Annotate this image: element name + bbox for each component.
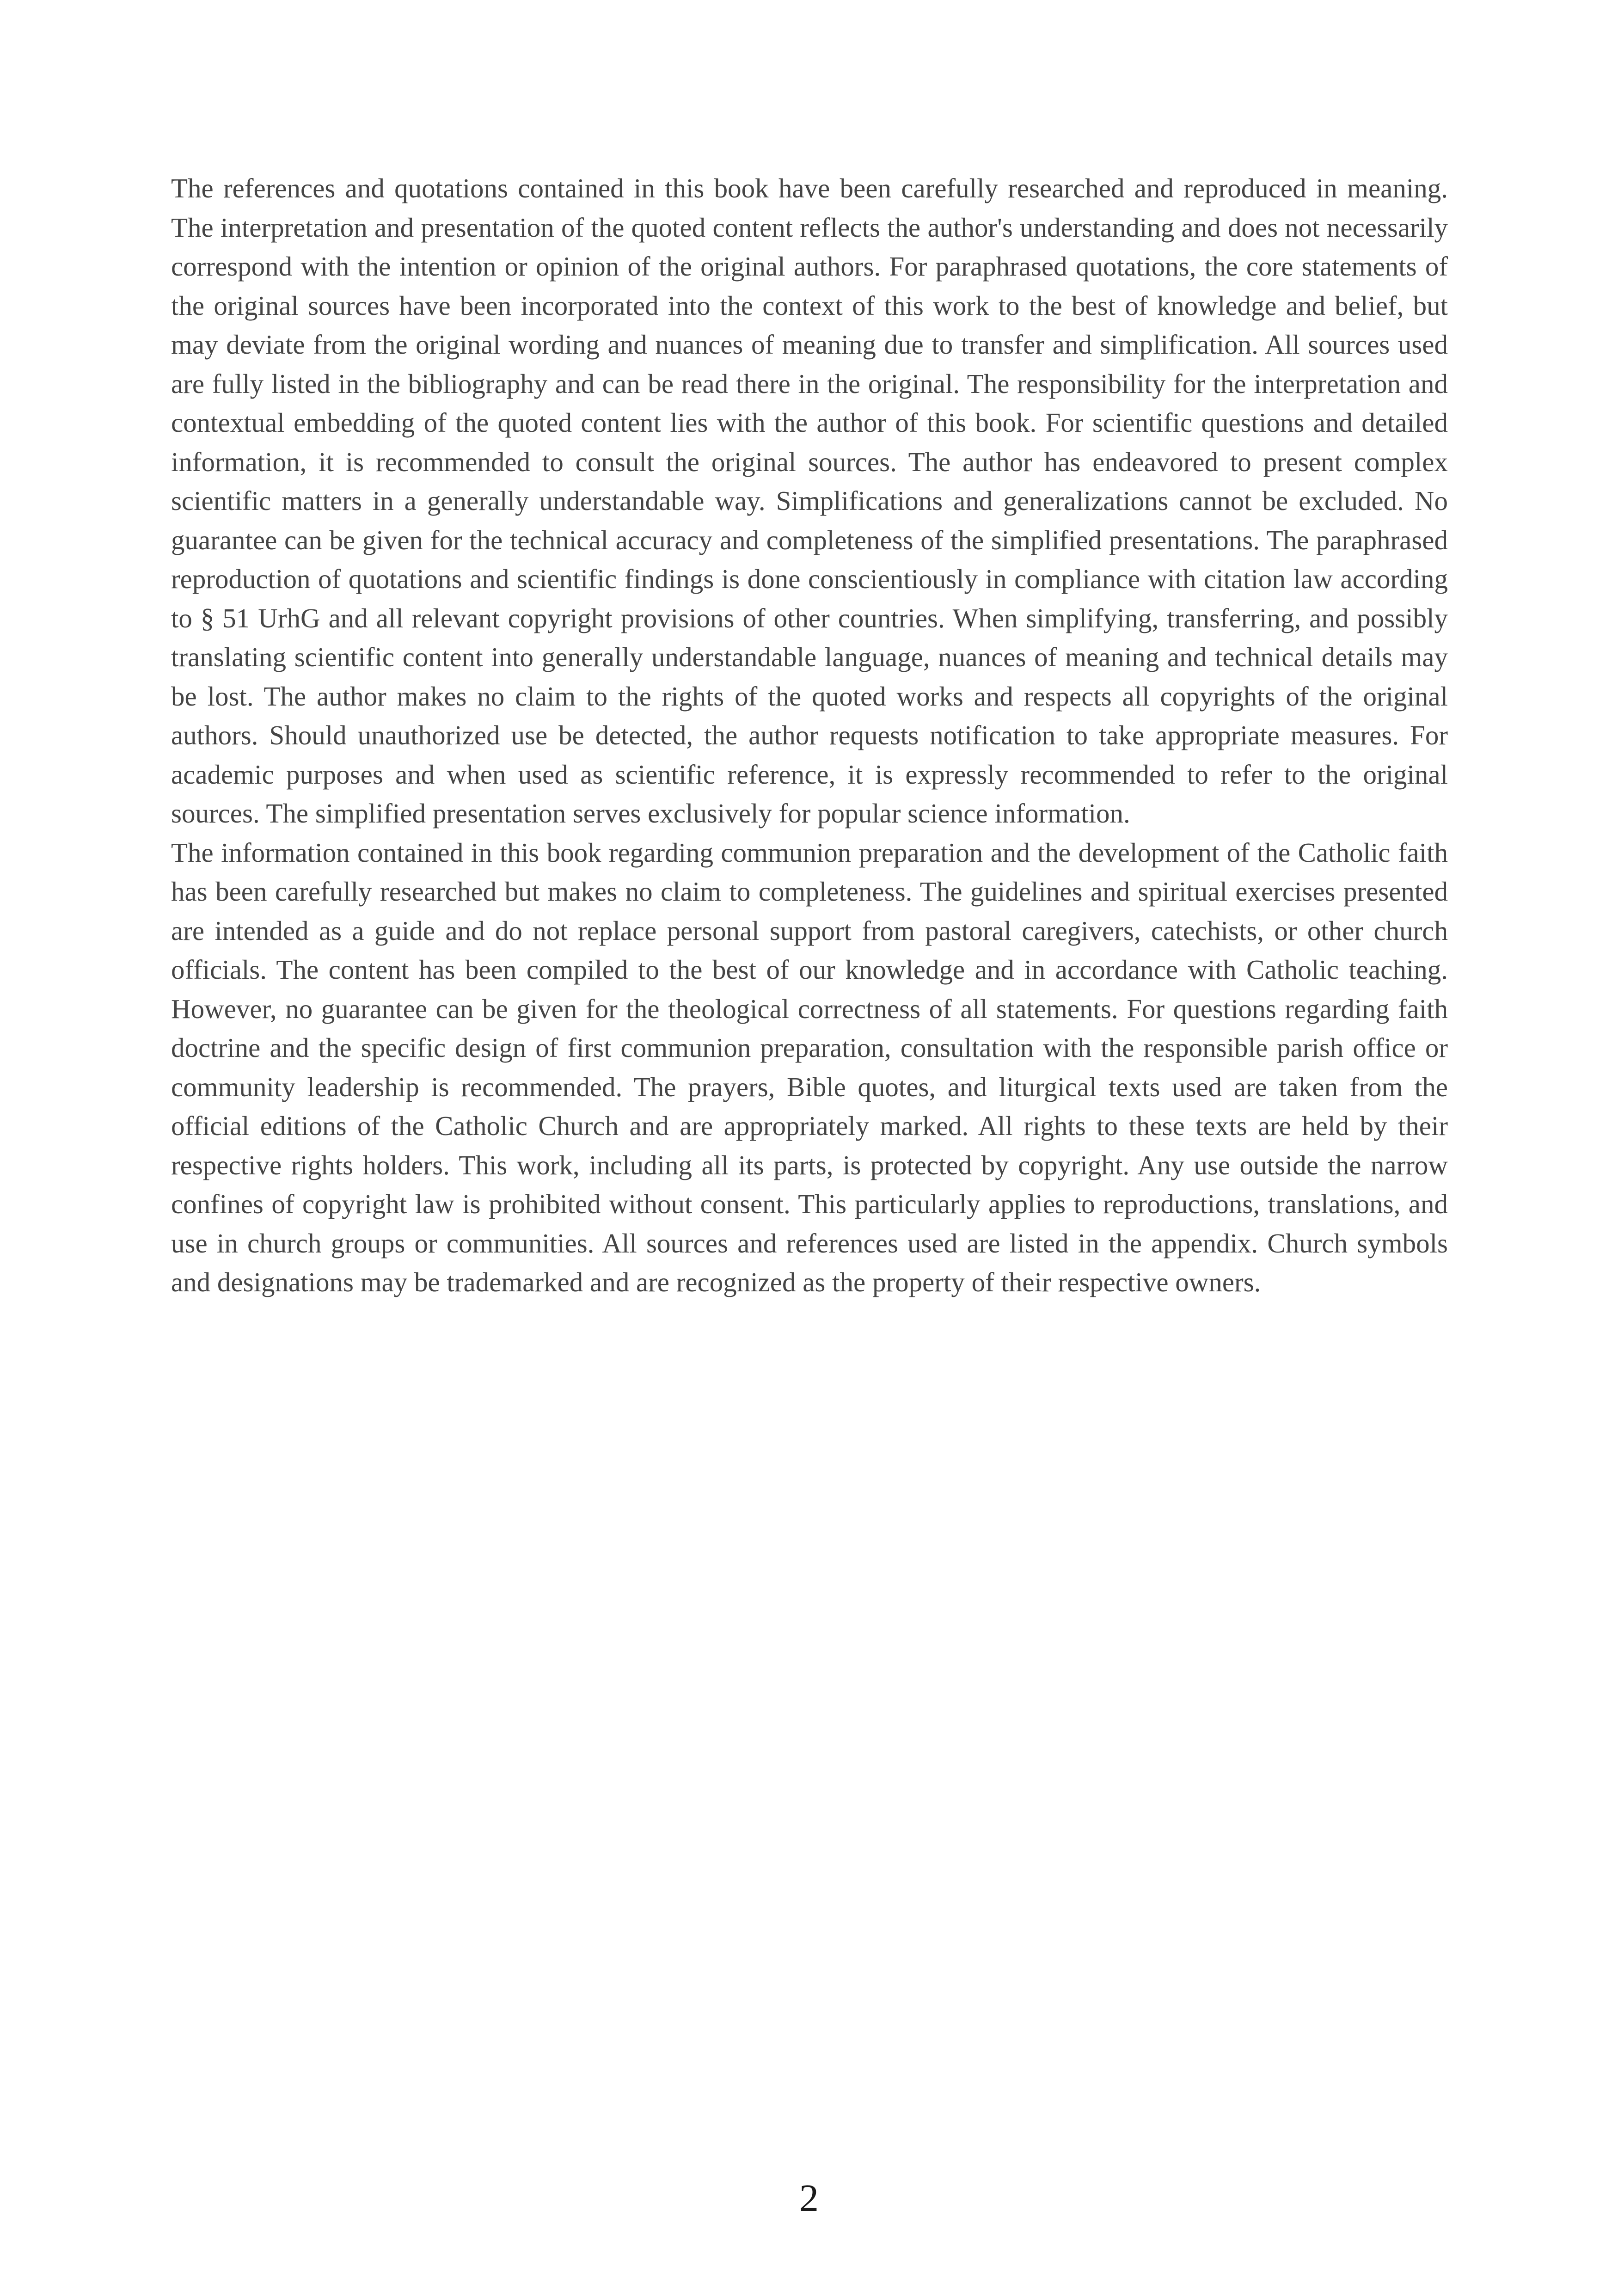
body-text [171,169,1448,1302]
paragraph-communion-disclaimer: The information contained in this book regarding communion preparation and the development of the Catholic faith has been carefully researched but makes no claim to completeness. The guidelines and spiritual exercises presented are intended as a guide and do not replace personal support from pastoral caregivers, catechists, or other church officials. The content has been compiled to the best of our knowledge and in accordance with Catholic teaching. However, no guarantee can be given for the theological correctness of all statements. For questions regarding faith doctrine and the specific design of first communion preparation, consultation with the responsible parish office or community leadership is recommended. The prayers, Bible quotes, and liturgical texts used are taken from the official editions of the Catholic Church and are appropriately marked. All rights to these texts are held by their respective rights holders. This work, including all its parts, is protected by copyright. Any use outside the narrow confines of copyright law is prohibited without consent. This particularly applies to reproductions, translations, and use in church groups or communities. All sources and references used are listed in the appendix. Church symbols and designations may be trademarked and are recognized as the property of their respective owners. [171,837,1448,1297]
paragraph-citation-disclaimer: The references and quotations contained in this book have been carefully researched and reproduced in meaning. The interpretation and presentation of the quoted content reflects the author's understanding and does not necessarily correspond with the intention or opinion of the original authors. For paraphrased quotations, the core statements of the original sources have been incorporated into the context of this work to the best of knowledge and belief, but may deviate from the original wording and nuances of meaning due to transfer and simplification. All sources used are fully listed in the bibliography and can be read there in the original. The responsibility for the interpretation and contextual embedding of the quoted content lies with the author of this book. For scientific questions and detailed information, it is recommended to consult the original sources. The author has endeavored to present complex scientific matters in a generally understandable way. Simplifications and generalizations cannot be excluded. No guarantee can be given for the technical accuracy and completeness of the simplified presentations. The paraphrased reproduction of quotations and scientific findings is done conscientiously in compliance with citation law according to § 51 UrhG and all relevant copyright provisions of other countries. When simplifying, transferring, and possibly translating scientific content into generally understandable language, nuances of meaning and technical details may be lost. The author makes no claim to the rights of the quoted works and respects all copyrights of the original authors. Should unauthorized use be detected, the author requests notification to take appropriate measures. For academic purposes and when used as scientific reference, it is expressly recommended to refer to the original sources. The simplified presentation serves exclusively for popular science information. [171,173,1448,829]
page-number: 2 [799,2177,819,2220]
